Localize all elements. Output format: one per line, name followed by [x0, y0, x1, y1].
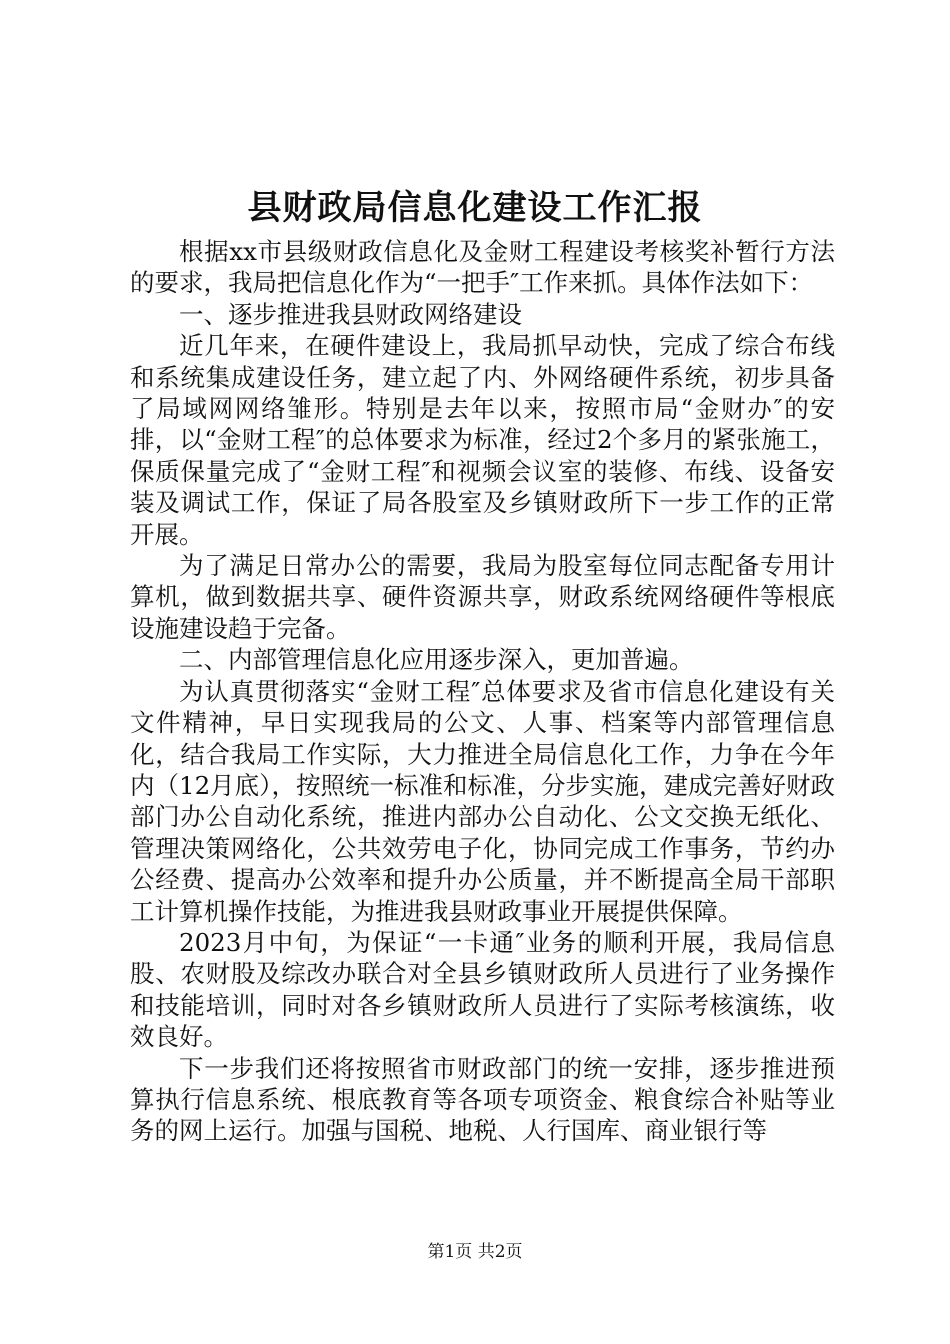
page-footer: 第1页 共2页: [427, 1242, 523, 1262]
paragraph-next-steps: 下一步我们还将按照省市财政部门的统一安排，逐步推进预算执行信息系统、根底教育等各项专项资金、粮食综合补贴等业务的网上运行。加强与国税、地税、人行国库、商业银行等: [130, 1053, 835, 1146]
document-title: 县财政局信息化建设工作汇报: [247, 188, 703, 228]
paragraph-network-hardware: 近几年来，在硬件建设上，我局抓早动快，完成了综合布线和系统集成建设任务，建立起了内、外网络硬件系统，初步具备了局域网网络雏形。特别是去年以来，按照市局“金财办″的安排，以“金财工程″的总体要求为标准，经过2个多月的紧张施工，保质保量完成了“金财工程″和视频会议室的装修、布线、设备安装及调试工作，保证了局各股室及乡镇财政所下一步工作的正常开展。: [130, 331, 835, 549]
paragraph-intro: 根据xx市县级财政信息化及金财工程建设考核奖补暂行方法的要求，我局把信息化作为“一把手″工作来抓。具体作法如下：: [130, 237, 835, 298]
paragraph-training: 2023月中旬，为保证“一卡通″业务的顺利开展，我局信息股、农财股及综改办联合对全县乡镇财政所人员进行了业务操作和技能培训，同时对各乡镇财政所人员进行了实际考核演练，收效良好。: [130, 927, 835, 1052]
heading-section-1: 一、逐步推进我县财政网络建设: [179, 299, 522, 329]
document-body: [130, 236, 835, 1147]
heading-section-2: 二、内部管理信息化应用逐步深入，更加普遍。: [179, 645, 694, 675]
paragraph-internal-management: 为认真贯彻落实“金财工程″总体要求及省市信息化建设有关文件精神，早日实现我局的公文、人事、档案等内部管理信息化，结合我局工作实际，大力推进全局信息化工作，力争在今年内（12月底），按照统一标准和标准，分步实施，建成完善好财政部门办公自动化系统，推进内部办公自动化、公文交换无纸化、管理决策网络化，公共效劳电子化，协同完成工作事务，节约办公经费、提高办公效率和提升办公质量，并不断提高全局干部职工计算机操作技能，为推进我县财政事业开展提供保障。: [130, 676, 835, 926]
paragraph-office-computers: 为了满足日常办公的需要，我局为股室每位同志配备专用计算机，做到数据共享、硬件资源共享，财政系统网络硬件等根底设施建设趋于完备。: [130, 551, 835, 643]
